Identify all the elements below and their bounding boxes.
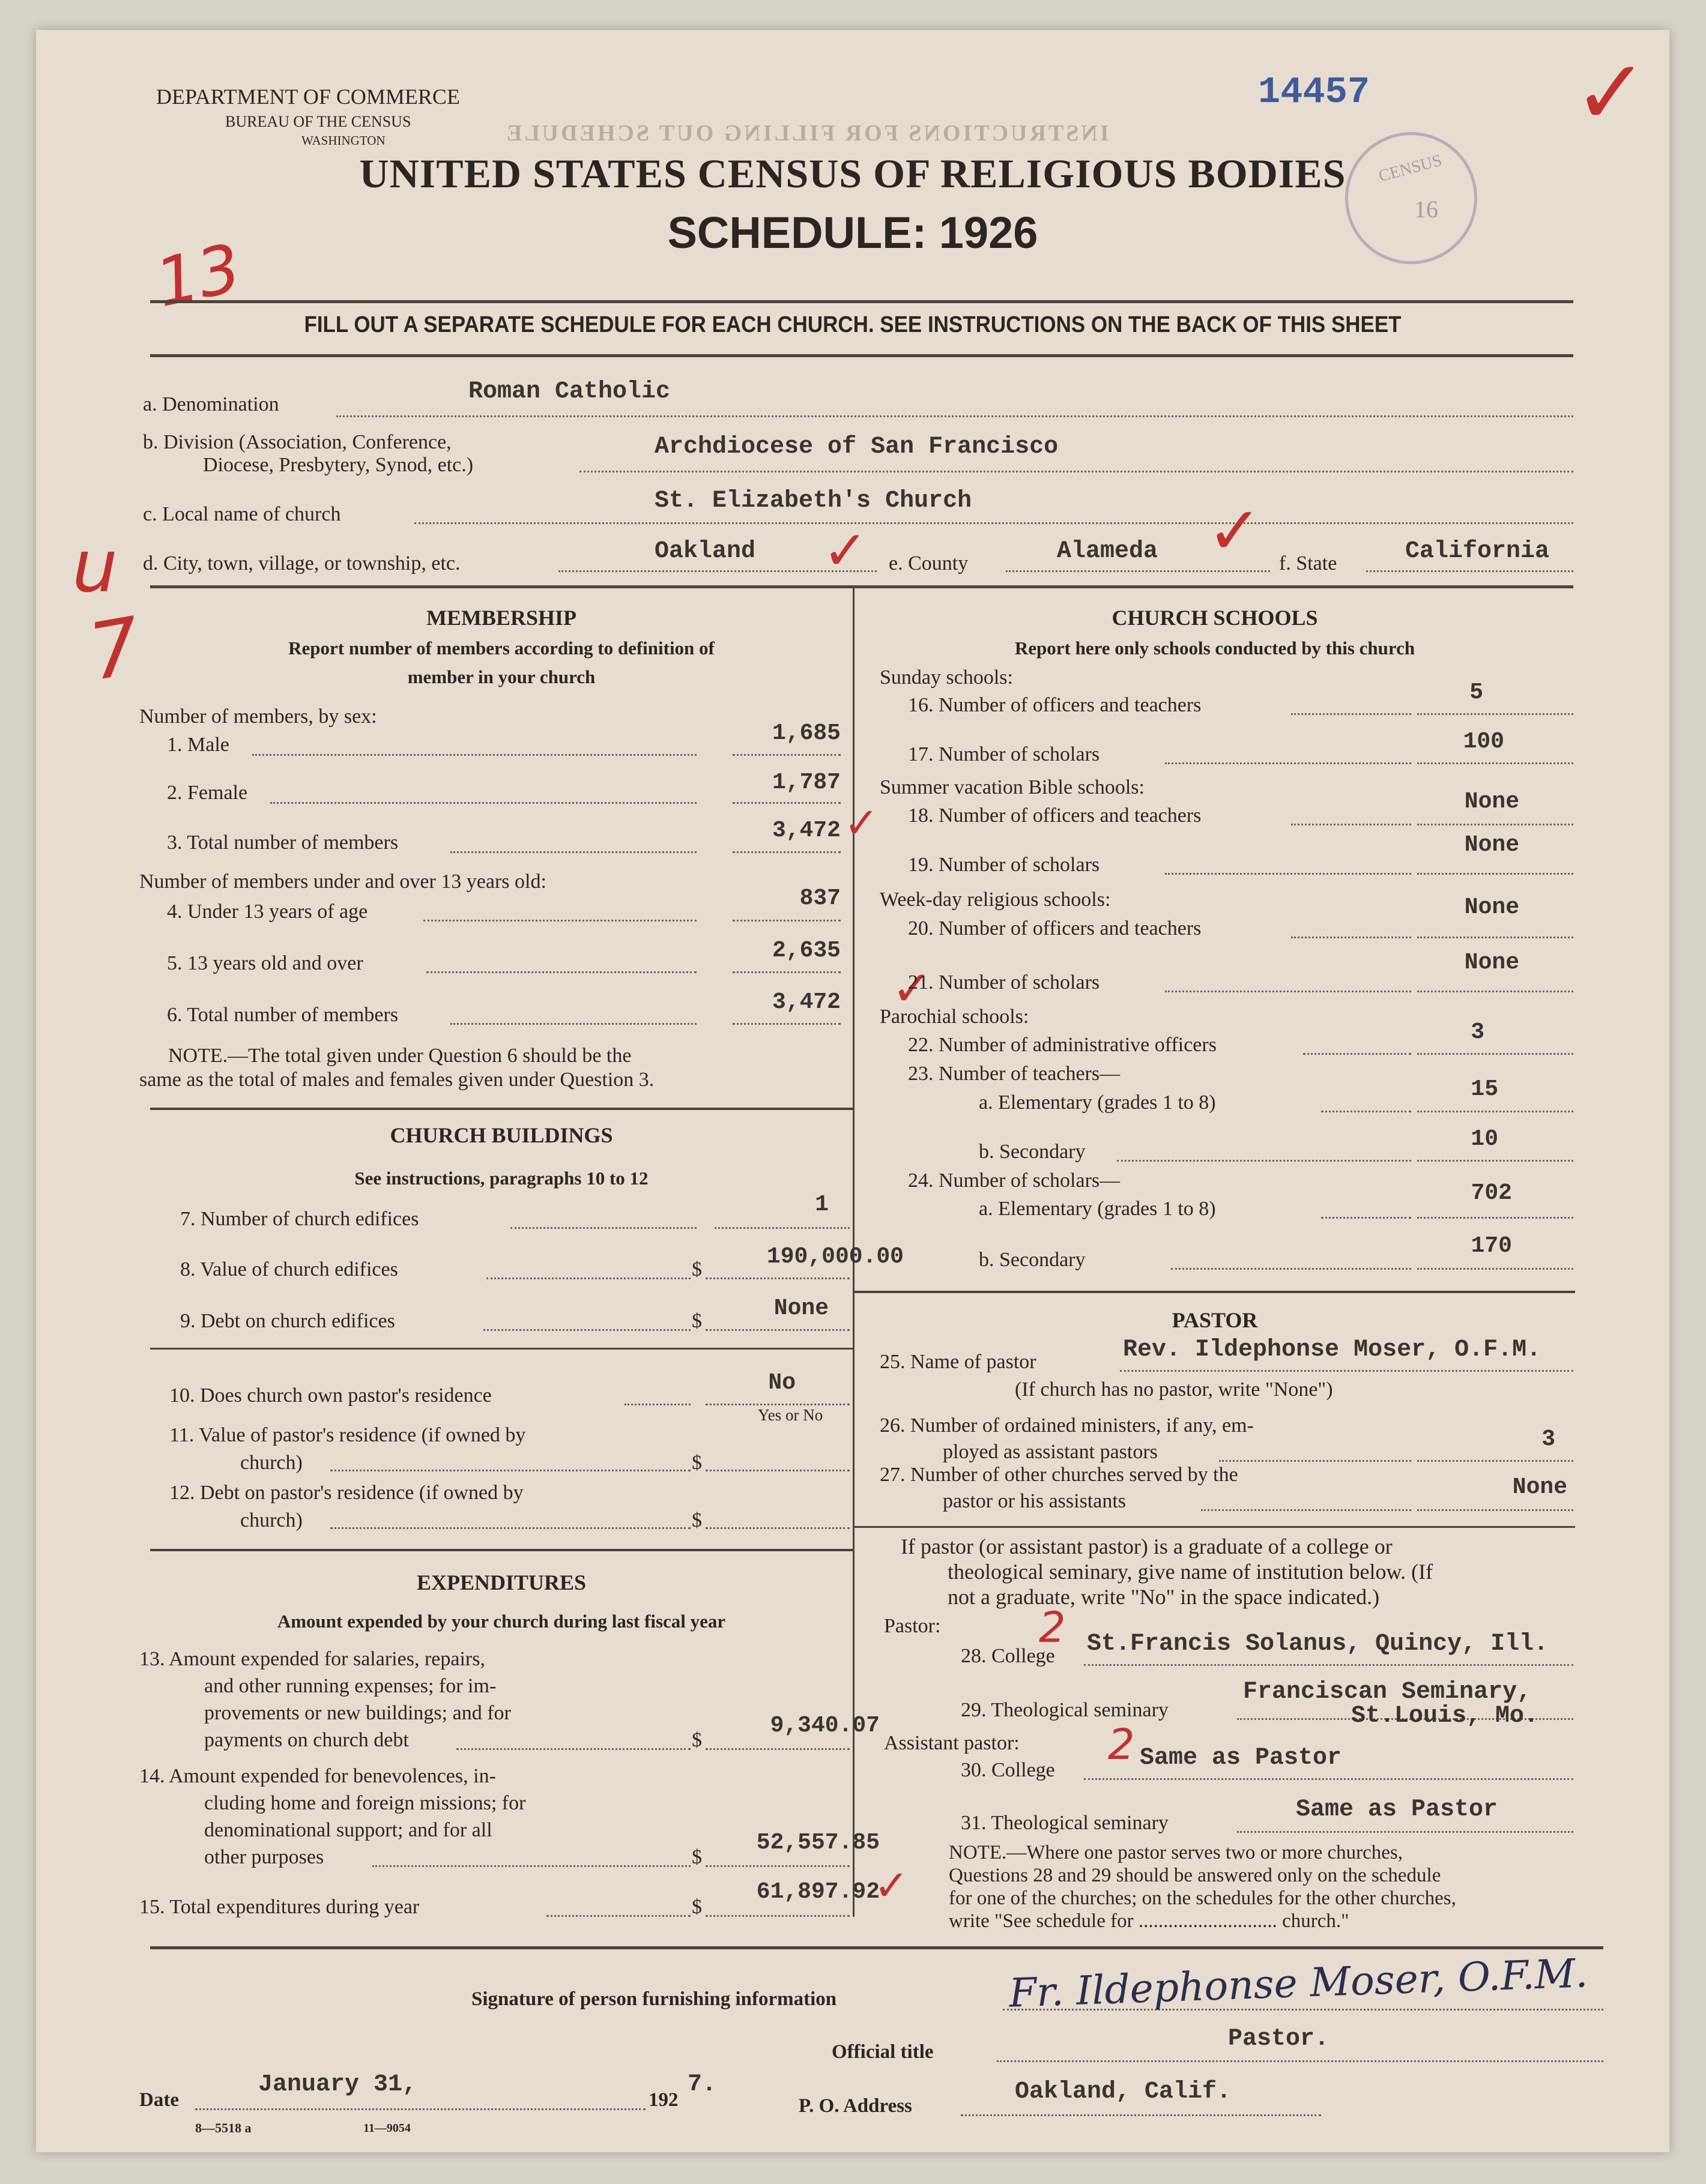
local-name-label: c. Local name of church [143, 503, 341, 525]
q19-label: 19. Number of scholars [908, 854, 1100, 876]
q2-female-label: 2. Female [167, 782, 248, 804]
q16-dots [1291, 713, 1411, 715]
division-line [579, 471, 1573, 472]
q3-dots [450, 851, 697, 853]
q26-label-1: 26. Number of ordained ministers, if any, em- [880, 1414, 1254, 1437]
q17-answer-line [1417, 762, 1573, 764]
q15-dots [546, 1915, 691, 1917]
q4-dots [423, 920, 697, 922]
membership-title: MEMBERSHIP [426, 606, 576, 630]
q20-label: 20. Number of officers and teachers [908, 917, 1202, 940]
q14-label-3: denominational support; and for all [204, 1819, 492, 1841]
pastor-title: PASTOR [1172, 1308, 1258, 1332]
q8-dots [486, 1278, 691, 1279]
q5-dots [426, 971, 697, 973]
q13-amount-value: 9,340.07 [770, 1713, 880, 1739]
q24a-label: a. Elementary (grades 1 to 8) [979, 1198, 1216, 1220]
q22-dots [1303, 1053, 1411, 1055]
official-title-label: Official title [832, 2041, 934, 2063]
q27-label-2: pastor or his assistants [943, 1490, 1127, 1512]
red-check-q6: ✓ [892, 961, 933, 1016]
q26-dots [1219, 1460, 1411, 1462]
buildings-rule-2 [150, 1549, 853, 1551]
graduate-note-3: not a graduate, write "No" in the space indicated.) [948, 1585, 1380, 1609]
red-mark-2-assistant: 2 [1108, 1720, 1135, 1769]
official-title-line [997, 2060, 1603, 2062]
q12-label-1: 12. Debt on pastor's residence (if owned by [169, 1482, 524, 1504]
red-mark-13: 13 [149, 229, 247, 322]
q22-value: 3 [1471, 1019, 1484, 1045]
q25-note: (If church has no pastor, write "None") [1015, 1378, 1333, 1401]
document-title: UNITED STATES CENSUS OF RELIGIOUS BODIES [359, 151, 1346, 196]
red-check-q3: ✓ [844, 798, 879, 848]
q8-value-label: 8. Value of church edifices [180, 1258, 398, 1281]
q29-seminary-value-1: Franciscan Seminary, [1243, 1679, 1532, 1706]
form-number: 8—5518 a [195, 2120, 252, 2135]
q13-answer-line [706, 1748, 850, 1750]
q5-answer-line [733, 971, 841, 973]
signature-value: Fr. Ildephonse Moser, O.F.M. [1008, 1950, 1589, 2017]
q25-label: 25. Name of pastor [880, 1351, 1036, 1373]
official-title-value: Pastor. [1228, 2026, 1329, 2053]
red-mark-2-pastor: 2 [1039, 1603, 1066, 1652]
separate-schedule-instruction: FILL OUT A SEPARATE SCHEDULE FOR EACH CHURCH. SEE INSTRUCTIONS ON THE BACK OF THIS SHEET [304, 312, 1402, 337]
q14-dollar: $ [692, 1846, 702, 1868]
summer-schools-label: Summer vacation Bible schools: [880, 776, 1145, 798]
header-rule-bottom [150, 354, 1573, 357]
members-by-sex-label: Number of members, by sex: [139, 705, 377, 728]
q11-dots [330, 1470, 691, 1471]
q21-dots [1165, 991, 1411, 992]
q17-dots [1165, 762, 1411, 764]
q17-label: 17. Number of scholars [908, 743, 1100, 765]
assistant-pastor-subheading: Assistant pastor: [884, 1732, 1020, 1754]
department-name: DEPARTMENT OF COMMERCE [156, 85, 460, 109]
division-label-2: Diocese, Presbytery, Synod, etc.) [203, 454, 474, 476]
graduate-note-1: If pastor (or assistant pastor) is a graduate of a college or [901, 1534, 1393, 1558]
q25-line [1120, 1370, 1573, 1372]
q1-answer-line [733, 754, 841, 756]
schools-rule [855, 1291, 1575, 1293]
q4-under13-label: 4. Under 13 years of age [167, 900, 368, 923]
q15-total-value: 61,897.92 [756, 1879, 880, 1905]
buildings-title: CHURCH BUILDINGS [390, 1123, 613, 1147]
buildings-rule-1 [150, 1348, 853, 1350]
red-mark-u: u [72, 525, 118, 609]
q30-label: 30. College [961, 1759, 1055, 1781]
q6-dots [450, 1023, 697, 1025]
city-label: d. City, town, village, or township, etc. [143, 552, 461, 575]
q24-label: 24. Number of scholars— [908, 1169, 1121, 1192]
q14-amount-value: 52,557.85 [756, 1830, 880, 1856]
header-rule-top [150, 300, 1573, 303]
state-line [1366, 570, 1573, 572]
q23b-answer-line [1417, 1160, 1573, 1162]
q20-dots [1291, 937, 1411, 938]
bureau-city: WASHINGTON [301, 133, 386, 148]
q6-answer-line [733, 1023, 841, 1025]
local-name-value: St. Elizabeth's Church [655, 487, 972, 514]
q14-label-2: cluding home and foreign missions; for [204, 1792, 526, 1814]
q3-total-label: 3. Total number of members [167, 831, 399, 854]
red-check-city: ✓ [823, 519, 868, 582]
q24b-dots [1171, 1268, 1411, 1270]
division-label-1: b. Division (Association, Conference, [143, 431, 452, 453]
date-label: Date [139, 2089, 179, 2111]
q20-answer-line [1417, 937, 1573, 938]
q15-answer-line [706, 1915, 850, 1917]
q19-dots [1165, 873, 1411, 875]
weekday-schools-label: Week-day religious schools: [880, 888, 1111, 911]
q27-label-1: 27. Number of other churches served by the [880, 1464, 1238, 1486]
q12-dollar: $ [692, 1509, 702, 1531]
q24b-value: 170 [1471, 1233, 1512, 1259]
city-value: Oakland [655, 538, 756, 565]
q23b-value: 10 [1471, 1126, 1498, 1152]
q26-value: 3 [1541, 1426, 1555, 1452]
q24a-value: 702 [1471, 1180, 1512, 1206]
q27-dots [1201, 1509, 1411, 1511]
q12-dots [330, 1527, 691, 1529]
q24a-answer-line [1417, 1217, 1573, 1219]
q9-debt-label: 9. Debt on church edifices [180, 1310, 395, 1332]
q20-value: None [1464, 894, 1519, 920]
q11-label-1: 11. Value of pastor's residence (if owned by [169, 1424, 526, 1446]
footer-rule [150, 1946, 1603, 1949]
schools-subtitle: Report here only schools conducted by this church [1014, 638, 1415, 659]
stamp-date: 16 [1414, 196, 1438, 223]
q24b-answer-line [1417, 1268, 1573, 1270]
bleed-through-heading: INSTRUCTIONS FOR FILLING OUT SCHEDULE [504, 121, 1109, 146]
census-schedule-sheet [36, 30, 1669, 2152]
po-address-value: Oakland, Calif. [1015, 2078, 1232, 2105]
q23-label: 23. Number of teachers— [908, 1063, 1121, 1085]
q2-dots [270, 802, 697, 804]
q7-answer-line [715, 1227, 850, 1229]
q12-answer-line [706, 1527, 850, 1529]
q28-college-value: St.Francis Solanus, Quincy, Ill. [1087, 1630, 1549, 1658]
q23a-value: 15 [1471, 1076, 1498, 1102]
po-address-label: P. O. Address [799, 2095, 912, 2117]
q6-total-value: 3,472 [772, 989, 841, 1015]
q22-answer-line [1417, 1053, 1573, 1055]
q14-label-4: other purposes [204, 1846, 324, 1868]
q4-answer-line [733, 920, 841, 922]
q21-label: 21. Number of scholars [908, 971, 1100, 994]
schedule-year: SCHEDULE: 1926 [667, 208, 1038, 258]
q6-total-label: 6. Total number of members [167, 1004, 399, 1026]
q11-answer-line [706, 1470, 850, 1471]
q30-college-value: Same as Pastor [1140, 1745, 1342, 1772]
q23a-answer-line [1417, 1111, 1573, 1112]
q21-answer-line [1417, 991, 1573, 992]
q24a-dots [1321, 1217, 1411, 1219]
q27-answer-line [1417, 1509, 1573, 1511]
pastor-rule [855, 1526, 1575, 1528]
year-value: 7. [688, 2071, 717, 2098]
q18-answer-line [1417, 824, 1573, 825]
q19-answer-line [1417, 873, 1573, 875]
members-by-age-label: Number of members under and over 13 years old: [139, 870, 546, 893]
pastor-note-2: Questions 28 and 29 should be answered only on the schedule [949, 1865, 1441, 1886]
yes-or-no-hint: Yes or No [758, 1406, 823, 1424]
q1-dots [252, 754, 697, 756]
q18-value: None [1464, 789, 1519, 815]
red-check-county: ✓ [1207, 492, 1263, 569]
pastor-note-4: write "See schedule for ............................ church." [949, 1910, 1349, 1932]
stamp-text: CENSUS [1376, 151, 1444, 186]
county-line [1006, 570, 1270, 572]
q13-dollar: $ [692, 1729, 702, 1751]
q15-total-label: 15. Total expenditures during year [139, 1896, 420, 1918]
q7-edifices-value: 1 [815, 1192, 829, 1217]
q28-line [1084, 1664, 1573, 1666]
q18-label: 18. Number of officers and teachers [908, 804, 1202, 827]
expenditures-title: EXPENDITURES [416, 1570, 587, 1594]
pastor-note-1: NOTE.—Where one pastor serves two or more churches, [949, 1842, 1403, 1863]
q3-total-value: 3,472 [772, 818, 841, 843]
q16-value: 5 [1469, 680, 1483, 705]
q31-seminary-value: Same as Pastor [1296, 1796, 1498, 1823]
membership-rule [150, 1108, 853, 1110]
q9-dots [483, 1329, 691, 1331]
state-value: California [1405, 538, 1550, 565]
q31-line [1237, 1831, 1573, 1833]
membership-note-1: NOTE.—The total given under Question 6 should be the [168, 1045, 632, 1067]
membership-subtitle-2: member in your church [407, 666, 596, 687]
division-value: Archdiocese of San Francisco [655, 433, 1059, 460]
q13-dots [456, 1748, 691, 1750]
q12-label-2: church) [240, 1509, 303, 1531]
q11-label-2: church) [240, 1452, 303, 1474]
q19-value: None [1464, 832, 1519, 858]
graduate-note-2: theological seminary, give name of institution below. (If [948, 1560, 1433, 1584]
bureau-name: BUREAU OF THE CENSUS [225, 113, 411, 130]
q2-answer-line [733, 802, 841, 804]
q28-label: 28. College [961, 1645, 1055, 1667]
q26-label-2: ployed as assistant pastors [943, 1441, 1158, 1463]
q8-answer-line [706, 1278, 850, 1279]
print-number: 11—9054 [363, 2122, 411, 2135]
q13-label-4: payments on church debt [204, 1729, 409, 1751]
q16-label: 16. Number of officers and teachers [908, 694, 1202, 716]
q23a-label: a. Elementary (grades 1 to 8) [979, 1091, 1216, 1114]
q14-label-1: 14. Amount expended for benevolences, in- [139, 1765, 496, 1787]
fields-rule [150, 585, 1573, 588]
q17-value: 100 [1463, 729, 1504, 755]
q7-dots [510, 1227, 697, 1229]
denomination-label: a. Denomination [143, 393, 279, 415]
q11-dollar: $ [692, 1452, 702, 1474]
county-label: e. County [889, 552, 969, 575]
q16-answer-line [1417, 713, 1573, 715]
q10-answer-line [706, 1404, 850, 1405]
po-address-line [961, 2114, 1321, 2116]
state-label: f. State [1279, 552, 1337, 575]
membership-note-2: same as the total of males and females given under Question 3. [139, 1069, 655, 1091]
year-prefix: 192 [649, 2089, 679, 2111]
q3-answer-line [733, 851, 841, 853]
local-name-line [414, 522, 1573, 524]
q2-female-value: 1,787 [772, 770, 841, 795]
q23a-dots [1321, 1111, 1411, 1112]
q5-13over-value: 2,635 [772, 938, 841, 964]
pastor-note-3: for one of the churches; on the schedules for the other churches, [949, 1887, 1456, 1909]
q8-dollar: $ [692, 1258, 702, 1281]
q1-male-label: 1. Male [167, 734, 229, 756]
serial-number: 14457 [1258, 71, 1370, 113]
q9-answer-line [706, 1329, 850, 1331]
q1-male-value: 1,685 [772, 720, 841, 746]
q18-dots [1291, 824, 1411, 825]
membership-subtitle-1: Report number of members according to definition of [288, 638, 715, 659]
q24b-label: b. Secondary [979, 1249, 1086, 1271]
schools-title: CHURCH SCHOOLS [1112, 606, 1318, 630]
date-value: January 31, [258, 2071, 417, 2098]
q23b-dots [1117, 1160, 1411, 1162]
red-check-q15: ✓ [874, 1861, 909, 1910]
q22-label: 22. Number of administrative officers [908, 1034, 1217, 1056]
red-check-mark-top: ✓ [1573, 41, 1649, 145]
q10-dots [625, 1404, 691, 1405]
expenditures-subtitle: Amount expended by your church during last fiscal year [277, 1611, 726, 1632]
county-value: Alameda [1057, 538, 1158, 565]
q7-edifices-label: 7. Number of church edifices [180, 1208, 419, 1230]
q26-answer-line [1417, 1460, 1573, 1462]
q14-dots [372, 1865, 691, 1867]
q9-dollar: $ [692, 1310, 702, 1332]
pastor-subheading: Pastor: [884, 1615, 941, 1637]
denomination-value: Roman Catholic [468, 378, 671, 405]
denomination-line [336, 415, 1573, 417]
red-mark-7: 7 [82, 599, 148, 699]
q8-value-value: 190,000.00 [766, 1244, 904, 1270]
q14-answer-line [706, 1865, 850, 1867]
parochial-schools-label: Parochial schools: [880, 1006, 1029, 1028]
sunday-schools-label: Sunday schools: [880, 666, 1013, 689]
q9-debt-value: None [773, 1296, 829, 1321]
q29-label: 29. Theological seminary [961, 1699, 1169, 1721]
buildings-subtitle: See instructions, paragraphs 10 to 12 [354, 1168, 649, 1189]
q10-residence-label: 10. Does church own pastor's residence [169, 1384, 492, 1407]
q4-under13-value: 837 [799, 885, 841, 911]
q27-value: None [1512, 1474, 1567, 1500]
q13-label-3: provements or new buildings; and for [204, 1702, 511, 1724]
q21-value: None [1464, 950, 1519, 976]
q31-label: 31. Theological seminary [961, 1812, 1169, 1834]
q13-label-1: 13. Amount expended for salaries, repairs, [139, 1648, 485, 1670]
q29-seminary-value-2: St.Louis, Mo. [1351, 1703, 1539, 1730]
q13-label-2: and other running expenses; for im- [204, 1675, 497, 1697]
q25-pastor-name: Rev. Ildephonse Moser, O.F.M. [1123, 1336, 1541, 1363]
q10-residence-value: No [768, 1370, 796, 1396]
signature-label: Signature of person furnishing information [471, 1988, 837, 2010]
date-line [195, 2108, 646, 2110]
q30-line [1084, 1778, 1573, 1780]
q23b-label: b. Secondary [979, 1141, 1086, 1163]
q5-13over-label: 5. 13 years old and over [167, 952, 363, 974]
q15-dollar: $ [692, 1896, 702, 1918]
